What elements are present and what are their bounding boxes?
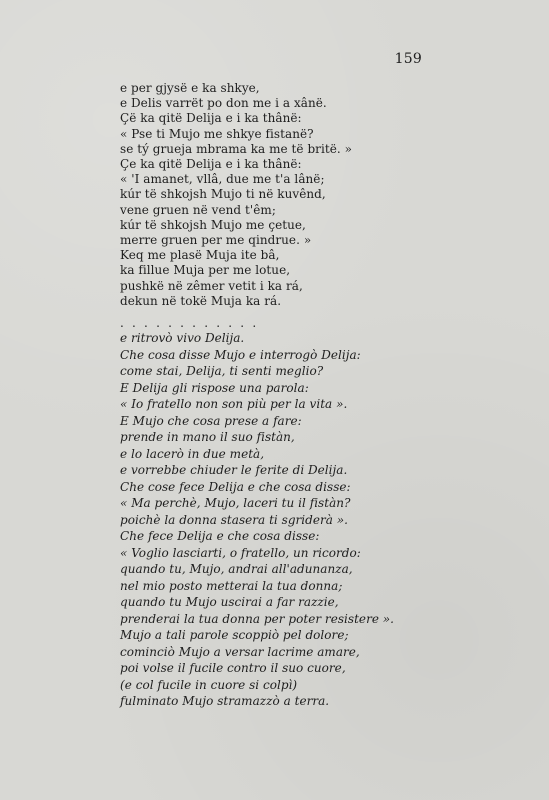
albanian-line: kúr të shkojsh Mujo ti në kuvênd,	[120, 187, 326, 202]
italian-line: prende in mano il suo fistàn,	[120, 430, 295, 444]
albanian-line: merre gruen per me qindrue. »	[120, 233, 312, 248]
albanian-line: e per gjysë e ka shkye,	[120, 81, 260, 95]
italian-line: e ritrovò vivo Delija.	[120, 331, 245, 345]
italian-line: quando tu, Mujo, andrai all'adunanza,	[120, 562, 353, 576]
italian-line: nel mio posto metterai la tua donna;	[120, 578, 343, 593]
italian-line: Che fece Delija e che cosa disse:	[120, 529, 320, 543]
albanian-verse	[120, 81, 420, 309]
albanian-line: Keq me plasë Muja ite bâ,	[120, 248, 280, 263]
italian-line: come stai, Delija, ti senti meglio?	[120, 364, 324, 378]
italian-line: Mujo a tali parole scoppiò pel dolore;	[120, 628, 349, 642]
italian-line: (e col fucile in cuore si colpì)	[120, 677, 298, 692]
albanian-line: se tý grueja mbrama ka me të britë. »	[120, 141, 352, 156]
italian-line: poi volse il fucile contro il suo cuore,	[120, 661, 346, 675]
italian-line: fulminato Mujo stramazzò a terra.	[120, 694, 330, 708]
italian-line: Che cosa disse Mujo e interrogò Delija:	[120, 347, 361, 362]
albanian-line: dekun në tokë Muja ka rá.	[120, 293, 282, 308]
italian-line: e vorrebbe chiuder le ferite di Delija.	[120, 463, 348, 477]
albanian-line: pushkë në zêmer vetit i ka rá,	[120, 278, 303, 293]
italian-line: « Ma perchè, Mujo, laceri tu il fistàn?	[120, 496, 351, 510]
albanian-line: « 'I amanet, vllâ, due me t'a lânë;	[120, 172, 325, 187]
albanian-line: « Pse ti Mujo me shkye fistanë?	[120, 126, 314, 141]
section-separator: . . . . . . . . . . . .	[120, 316, 259, 330]
italian-line: E Delija gli rispose una parola:	[120, 380, 309, 395]
italian-line: cominciò Mujo a versar lacrime amare,	[120, 644, 360, 659]
italian-line: E Mujo che cosa prese a fare:	[120, 413, 302, 428]
italian-line: e lo lacerò in due metà,	[120, 446, 265, 461]
italian-translation	[120, 330, 420, 710]
italian-line: Che cose fece Delija e che cosa disse:	[120, 479, 351, 494]
italian-line: poichè la donna stasera ti sgriderà ».	[120, 512, 349, 527]
italian-line: « Voglio lasciarti, o fratello, un ricordo:	[120, 545, 361, 560]
italian-line: prenderai la tua donna per poter resistere ».	[120, 611, 395, 626]
italian-line: quando tu Mujo uscirai a far razzie,	[120, 595, 339, 609]
page-number: 159	[394, 51, 422, 67]
albanian-line: vene gruen në vend t'êm;	[120, 202, 276, 217]
italian-line: « Io fratello non son più per la vita ».	[120, 397, 348, 411]
albanian-line: kúr të shkojsh Mujo me çetue,	[120, 217, 306, 232]
albanian-line: Çe ka qitë Delija e i ka thânë:	[120, 157, 302, 172]
albanian-line: ka fillue Muja per me lotue,	[120, 263, 291, 278]
albanian-line: e Delis varrët po don me i a xânë.	[120, 96, 327, 111]
albanian-line: Çë ka qitë Delija e i ka thânë:	[120, 111, 302, 126]
